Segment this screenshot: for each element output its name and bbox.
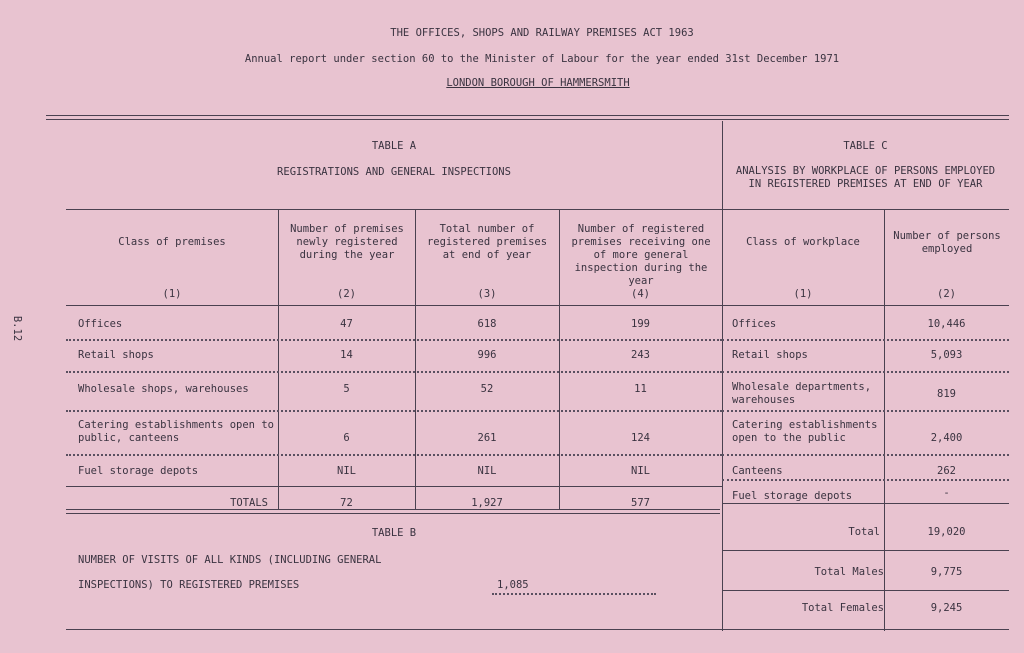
- row-class: Fuel storage depots: [78, 465, 199, 477]
- total-label: Total: [848, 526, 880, 538]
- row-num: 819: [937, 388, 956, 400]
- row-separator: [722, 590, 1009, 591]
- row-insp: 11: [634, 383, 647, 395]
- table-c-header-persons: Number of persons employed: [893, 230, 1001, 255]
- table-c-subtitle-1: ANALYSIS BY WORKPLACE OF PERSONS EMPLOYED: [735, 165, 996, 177]
- row-num: 5,093: [930, 349, 963, 361]
- total-females-value: 9,245: [930, 602, 963, 614]
- row-num: 2,400: [930, 432, 963, 444]
- row-insp: NIL: [631, 465, 650, 477]
- row-insp: 199: [631, 318, 650, 330]
- table-c-header-num-2: (2): [937, 288, 956, 300]
- page-reference: B.12: [11, 315, 24, 342]
- totals-label: TOTALS: [230, 497, 268, 509]
- table-divider: [722, 121, 723, 631]
- total-females-label: Total Females: [801, 602, 884, 614]
- row-class: Catering establishments open to the public: [732, 419, 878, 444]
- table-a-bottom-double-rule: [66, 509, 720, 514]
- table-b-title: TABLE B: [371, 527, 417, 539]
- row-num: -: [943, 487, 950, 499]
- totals-new: 72: [340, 497, 353, 509]
- row-separator: [66, 371, 722, 373]
- report-line: Annual report under section 60 to the Minister of Labour for the year ended 31st December 1971: [244, 53, 840, 65]
- row-separator: [722, 371, 1009, 373]
- row-class: Retail shops: [78, 349, 154, 361]
- table-a-header-num-3: (3): [477, 288, 497, 300]
- row-total: 261: [477, 432, 497, 444]
- totals-insp: 577: [631, 497, 650, 509]
- row-new: 5: [343, 383, 350, 395]
- top-double-rule: [46, 115, 1009, 120]
- row-insp: 243: [631, 349, 650, 361]
- row-num: 262: [937, 465, 956, 477]
- row-class: Catering establishments open to public, canteens: [78, 419, 274, 444]
- table-c-header-class: Class of workplace: [746, 236, 860, 248]
- row-separator: [722, 550, 1009, 551]
- table-a-header-num-2: (2): [337, 288, 356, 300]
- table-c-total-rule: [722, 503, 1009, 504]
- row-insp: 124: [631, 432, 650, 444]
- totals-top-rule: [66, 486, 722, 487]
- column-header-top-rule: [66, 209, 1009, 210]
- row-total: 52: [480, 383, 494, 395]
- table-a-title: TABLE A: [371, 140, 417, 152]
- table-a-header-num-1: (1): [162, 288, 182, 300]
- borough-title: LONDON BOROUGH OF HAMMERSMITH: [446, 77, 630, 89]
- table-a-subtitle: REGISTRATIONS AND GENERAL INSPECTIONS: [277, 166, 511, 178]
- table-b-line-1: NUMBER OF VISITS OF ALL KINDS (INCLUDING GENERAL: [78, 554, 382, 566]
- row-total: 996: [477, 349, 497, 361]
- row-class: Canteens: [732, 465, 783, 477]
- table-a-header-inspections: Number of registered premises receiving one of more general inspection during the year: [571, 223, 711, 287]
- table-c-header-num-1: (1): [793, 288, 813, 300]
- total-value: 19,020: [927, 526, 966, 538]
- table-b-value: 1,085: [497, 579, 529, 591]
- row-separator: [722, 410, 1009, 412]
- table-a-header-total-registered: Total number of registered premises at end of year: [426, 223, 548, 261]
- table-b-line-2: INSPECTIONS) TO REGISTERED PREMISES: [78, 579, 300, 591]
- row-total: 618: [477, 318, 497, 330]
- row-class: Retail shops: [732, 349, 808, 361]
- row-new: NIL: [337, 465, 356, 477]
- table-a-header-class: Class of premises: [118, 236, 226, 248]
- row-separator: [66, 454, 722, 456]
- row-new: 47: [340, 318, 353, 330]
- row-separator: [722, 454, 1009, 456]
- table-a-header-num-4: (4): [631, 288, 650, 300]
- row-total: NIL: [477, 465, 497, 477]
- row-new: 14: [340, 349, 353, 361]
- table-a-header-newly-registered: Number of premises newly registered during the year: [290, 223, 404, 261]
- bottom-rule: [66, 629, 1009, 630]
- row-class: Wholesale shops, warehouses: [78, 383, 249, 395]
- row-class: Offices: [78, 318, 123, 330]
- table-b-dotted-line: [492, 593, 656, 595]
- row-class: Offices: [732, 318, 777, 330]
- row-num: 10,446: [927, 318, 966, 330]
- column-header-bottom-rule: [66, 305, 1009, 306]
- row-separator: [722, 479, 1009, 481]
- total-males-value: 9,775: [930, 566, 963, 578]
- row-new: 6: [343, 432, 350, 444]
- total-males-label: Total Males: [814, 566, 884, 578]
- row-class: Fuel storage depots: [732, 490, 853, 502]
- row-separator: [66, 339, 722, 341]
- row-class: Wholesale departments, warehouses: [732, 381, 872, 406]
- row-separator: [722, 339, 1009, 341]
- table-c-subtitle-2: IN REGISTERED PREMISES AT END OF YEAR: [748, 178, 983, 190]
- act-title: THE OFFICES, SHOPS AND RAILWAY PREMISES ACT 1963: [390, 27, 694, 39]
- row-separator: [66, 410, 722, 412]
- totals-total: 1,927: [471, 497, 503, 509]
- table-c-title: TABLE C: [843, 140, 888, 152]
